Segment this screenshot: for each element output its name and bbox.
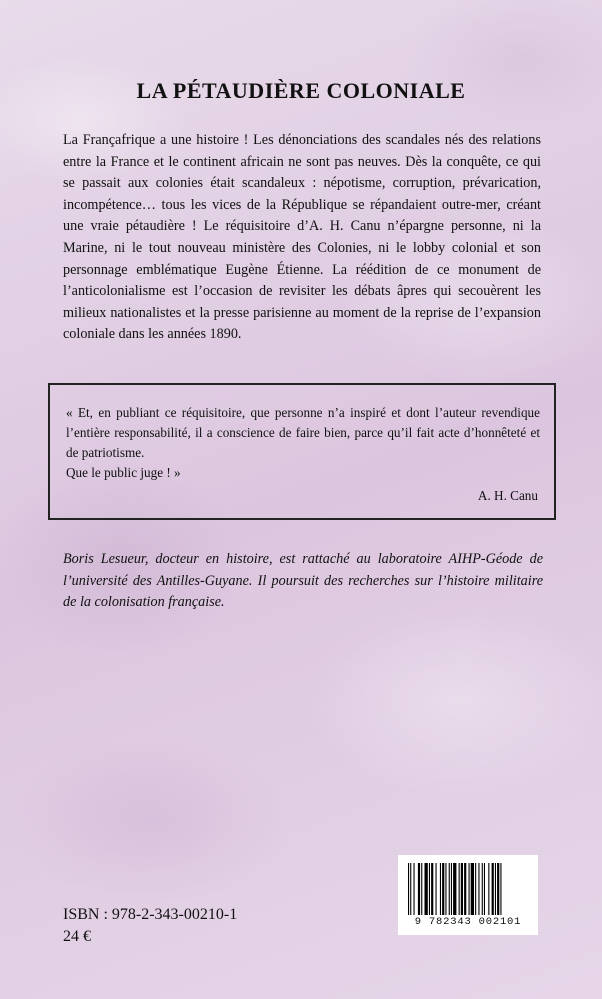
author-bio: Boris Lesueur, docteur en histoire, est rattaché au laboratoire AIHP-Géode de l’université des Antilles-Guyane. Il poursuit des recherches sur l’histoire militaire de la colonisation française. xyxy=(63,551,543,611)
isbn-price-block xyxy=(63,904,237,948)
quote-text: « Et, en publiant ce réquisitoire, que personne n’a inspiré et dont l’auteur revendique l’entière responsabilité, il a conscience de faire bien, parce qu’il fait acte d’honnêteté et de patriotisme. xyxy=(66,405,540,460)
barcode-icon xyxy=(406,863,530,915)
quote-last-line: Que le public juge ! » xyxy=(66,465,181,480)
isbn-text: ISBN : 978-2-343-00210-1 xyxy=(63,906,238,923)
book-title: LA PÉTAUDIÈRE COLONIALE xyxy=(136,78,466,103)
back-cover-summary: La Françafrique a une histoire ! Les dénonciations des scandales nés des relations entre la France et le continent africain ne sont pas neuves. Dès la conquête, ce qui se passait aux colonies était scandaleux : népotisme, corruption, prévarication, incompétence… tous les vices de la République se répandaient outre-mer, créant une vraie pétaudière ! Le réquisitoire d’A. H. Canu n’épargne personne, ni la Marine, ni le tout nouveau ministère des Colonies, ni le lobby colonial et son personnage emblématique Eugène Étienne. La réédition de ce monument de l’anticolonialisme est l’occasion de revisiter les débats âpres qui secouèrent les milieux nationalistes et la presse parisienne au moment de la reprise de l’expansion coloniale dans les années 1890. xyxy=(63,132,541,343)
barcode xyxy=(398,855,538,935)
quote-box xyxy=(48,383,556,520)
price-text: 24 € xyxy=(63,928,91,945)
barcode-digits: 9 782343 002101 xyxy=(414,916,522,928)
quote-author: A. H. Canu xyxy=(477,488,538,503)
